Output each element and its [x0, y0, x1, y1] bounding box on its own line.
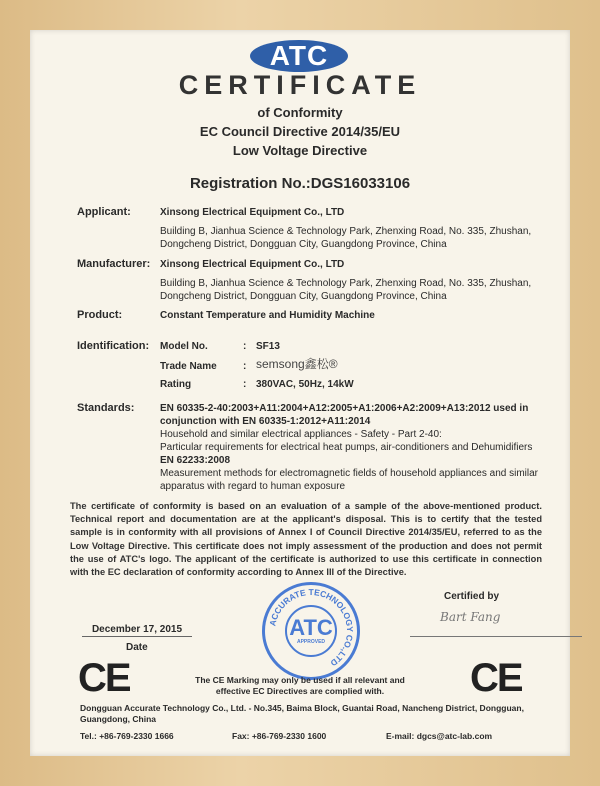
identification-label: Identification: [77, 340, 150, 352]
model-value: SF13 [256, 341, 280, 352]
standard-line: Household and similar electrical appliances - Safety - Part 2-40: [160, 429, 442, 440]
ce-note-2: effective EC Directives are complied with. [215, 686, 385, 696]
certified-by-label: Certified by [444, 591, 500, 602]
signature: Bart Fang [440, 610, 501, 624]
trade-name-label: Trade Name [160, 361, 217, 372]
colon: : [243, 379, 247, 390]
applicant-address-2: Dongcheng District, Dongguan City, Guangdong Province, China [160, 239, 447, 250]
colon: : [243, 341, 247, 352]
manufacturer-name: Xinsong Electrical Equipment Co., LTD [160, 259, 345, 270]
standards-list [160, 402, 560, 493]
date-label: Date [126, 642, 148, 653]
atc-approved-stamp [262, 582, 360, 680]
signature-line [410, 636, 582, 637]
footer-email: E-mail: dgcs@atc-lab.com [386, 731, 493, 741]
product-label: Product: [77, 309, 123, 321]
footer-address-2: Guangdong, China [80, 714, 157, 724]
model-label: Model No. [160, 341, 208, 352]
footer-tel: Tel.: +86-769-2330 1666 [80, 731, 174, 741]
subtitle-lvd: Low Voltage Directive [232, 143, 368, 158]
colon: : [243, 361, 247, 372]
standard-line: EN 62233:2008 [160, 455, 231, 466]
ce-mark-right: CE [470, 656, 522, 700]
applicant-name: Xinsong Electrical Equipment Co., LTD [160, 207, 345, 218]
standard-line: conjunction with EN 60335-1:2012+A11:2014 [160, 416, 371, 427]
standard-line: EN 60335-2-40:2003+A11:2004+A12:2005+A1:2006+A2:2009+A13:2012 used in [160, 403, 529, 414]
subtitle-conformity: of Conformity [257, 105, 343, 120]
applicant-address-1: Building B, Jianhua Science & Technology Park, Zhenxing Road, No. 335, Zhushan, [160, 226, 532, 237]
certificate-title: CERTIFICATE [178, 70, 422, 100]
manufacturer-address-1: Building B, Jianhua Science & Technology Park, Zhenxing Road, No. 335, Zhushan, [160, 278, 532, 289]
footer-fax: Fax: +86-769-2330 1600 [232, 731, 327, 741]
stamp-approved: APPROVED [296, 639, 326, 645]
applicant-label: Applicant: [77, 206, 131, 218]
ce-note-1: The CE Marking may only be used if all relevant and [195, 675, 405, 685]
manufacturer-label: Manufacturer: [77, 258, 151, 270]
standard-line: Measurement methods for electromagnetic fields of household appliances and similar [160, 468, 538, 479]
ce-mark-left: CE [78, 656, 130, 700]
conformity-statement: The certificate of conformity is based on an evaluation of a sample of the above-mentioned product. Technical report and documentation are at the applicant's disposal. This is to certify that the tested sample is in conformity with all provisions of Annex I of Council Directive 2014/35/EU, referred to as the Low Voltage Directive. This certificate does not imply assessment of the production and does not permit the use of ATC's logo. The applicant of the certificate is authorized to use this certificate in connection with the EC declaration of conformity according to Annex III of the Directive. [70, 501, 542, 578]
rating-label: Rating [160, 379, 192, 390]
standard-line: apparatus with regard to human exposure [160, 481, 346, 492]
issue-date: December 17, 2015 [82, 624, 192, 637]
product-value: Constant Temperature and Humidity Machine [160, 310, 375, 321]
standards-label: Standards: [77, 402, 135, 414]
standard-line: Particular requirements for electrical heat pumps, air-conditioners and Dehumidifiers [160, 442, 533, 453]
atc-logo: ATC [250, 40, 348, 72]
subtitle-directive: EC Council Directive 2014/35/EU [199, 124, 401, 139]
footer-address-1: Dongguan Accurate Technology Co., Ltd. - No.345, Baima Block, Guantai Road, Nancheng District, Dongguan, [80, 703, 524, 713]
rating-value: 380VAC, 50Hz, 14kW [256, 379, 354, 390]
stamp-ring-text: ACCURATE TECHNOLOGY CO.,LTD [267, 586, 356, 669]
registration-number: Registration No.:DGS16033106 [189, 175, 411, 192]
stamp-atc: ATC [289, 615, 333, 640]
trade-name-logo: semsong鑫松® [256, 357, 338, 371]
manufacturer-address-2: Dongcheng District, Dongguan City, Guangdong Province, China [160, 291, 447, 302]
